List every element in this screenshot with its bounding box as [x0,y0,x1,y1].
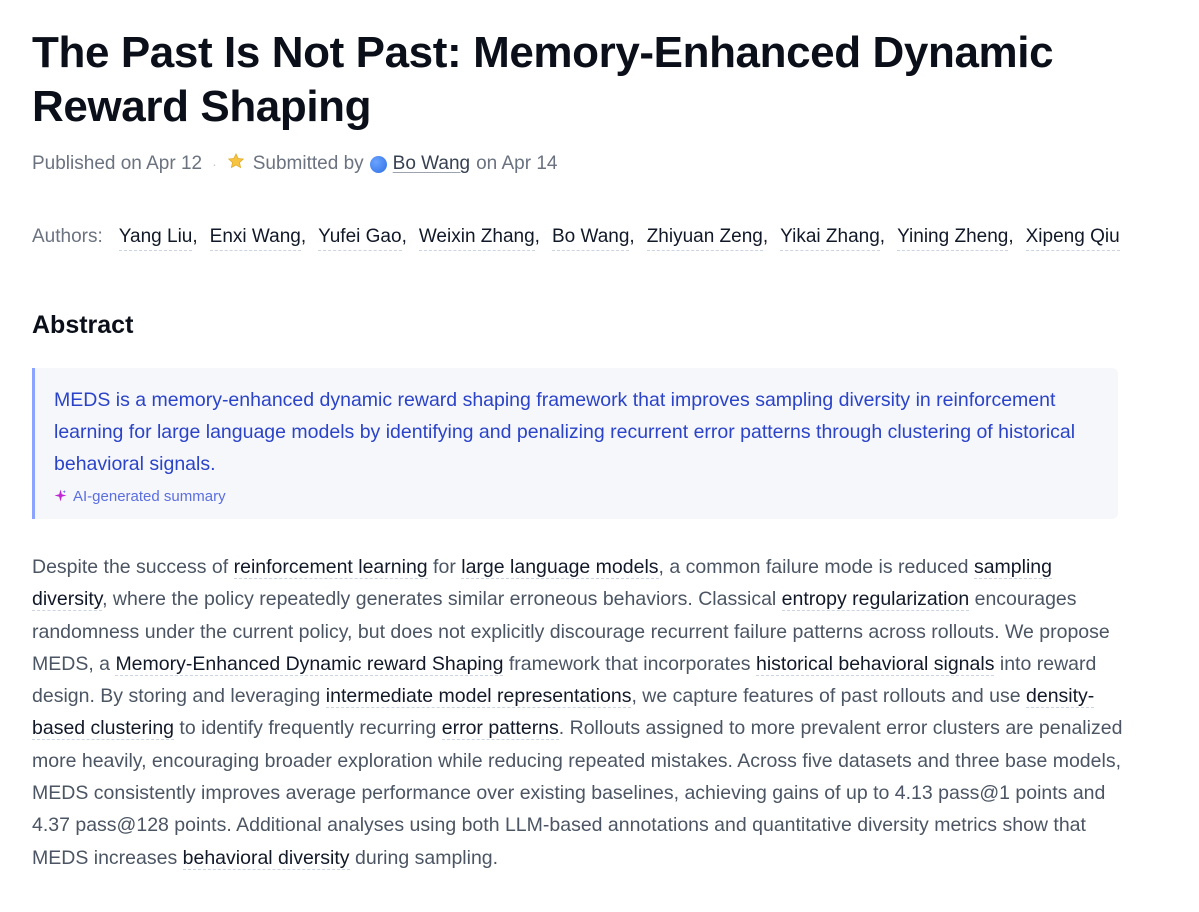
submitted-prefix: Submitted by [252,153,364,174]
author-link[interactable]: Xipeng Qiu [1026,226,1120,251]
ai-summary-label: AI-generated summary [73,488,226,505]
published-date: Published on Apr 12 [32,153,203,174]
abstract-heading: Abstract [32,311,134,339]
author-link[interactable]: Yufei Gao [318,226,401,251]
glossary-term[interactable]: density-based clustering [32,685,1095,740]
abstract-text: Despite the success of reinforcement learning for large language models, a common failure mode is reduced sampling diversity, where the policy repeatedly generates similar erroneous behaviors. Classical entropy regularization encourages randomness under the current policy, but does not explicitly discourage recurrent failure patterns across rollouts. We propose MEDS, a Memory-Enhanced Dynamic reward Shaping framework that incorporates historical behavioral signals into reward design. By storing and leveraging intermediate model representations, we capture features of past rollouts and use density-based clustering to identify frequently recurring error patterns. Rollouts assigned to more prevalent error clusters are penalized more heavily, encouraging broader exploration while reducing repeated mistakes. Across five datasets and three base models, MEDS consistently improves average performance over existing baselines, achieving gains of up to 4.13 pass@1 points and 4.37 pass@128 points. Additional analyses using both LLM-based annotations and quantitative diversity metrics show that MEDS increases behavioral diversity during sampling. [32,556,1123,869]
glossary-term[interactable]: Memory-Enhanced Dynamic reward Shaping [115,652,504,675]
meta-separator: · [212,156,217,172]
glossary-term[interactable]: entropy regularization [781,588,970,611]
author-link[interactable]: Zhiyuan Zeng [647,226,763,251]
sparkle-icon [54,489,67,505]
star-icon [227,152,245,176]
author-link[interactable]: Enxi Wang [210,226,301,251]
authors-list: Authors: Yang Liu , Enxi Wang , Yufei Gao , Weixin Zhang , Bo Wang , Zhiyuan Zeng , Yikai Zhang , Yining Zheng , Xipeng Qiu [32,226,1167,251]
author-link[interactable]: Bo Wang [552,226,629,251]
user-avatar-icon[interactable] [370,156,387,173]
authors-label: Authors: [32,226,103,247]
glossary-term[interactable]: error patterns [441,717,559,740]
author-link[interactable]: Yang Liu [119,226,193,251]
glossary-term[interactable]: reinforcement learning [233,556,428,578]
publication-meta [32,152,1167,176]
author-link[interactable]: Weixin Zhang [419,226,535,251]
ai-summary-text: MEDS is a memory-enhanced dynamic reward shaping framework that improves sampling diversity in reinforcement learning for large language models by identifying and penalizing recurrent error patterns through clustering of historical behavioral signals. [54,389,1076,475]
submitted-date: on Apr 14 [476,153,558,174]
submitter-link[interactable]: Bo Wang [392,153,471,174]
page-title: The Past Is Not Past: Memory-Enhanced Dynamic Reward Shaping [32,28,1054,131]
ai-summary-box [32,368,1118,519]
author-link[interactable]: Yining Zheng [897,226,1008,251]
glossary-term[interactable]: large language models [461,556,659,578]
glossary-term[interactable]: sampling diversity [32,556,1052,611]
ai-summary-footer [54,488,1100,505]
glossary-term[interactable]: behavioral diversity [182,846,350,869]
glossary-term[interactable]: historical behavioral signals [755,652,995,675]
author-link[interactable]: Yikai Zhang [780,226,880,251]
glossary-term[interactable]: intermediate model representations [325,685,632,708]
